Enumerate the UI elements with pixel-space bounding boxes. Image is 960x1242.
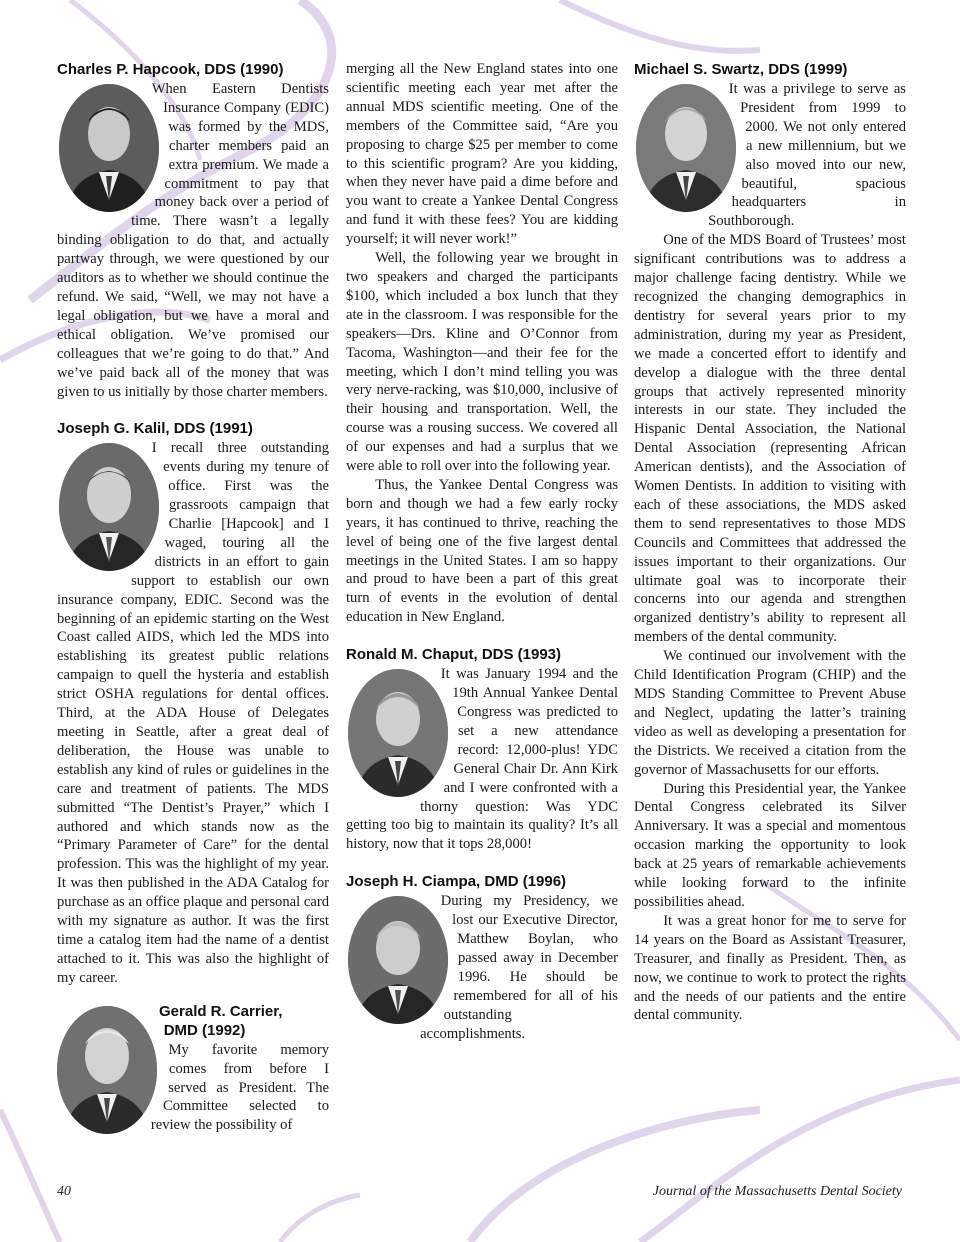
carrier-continued-p3: Thus, the Yankee Dental Congress was born and though we had a few early rocky years, it has continued to thrive, reaching the level of being one of the five largest dental meetings in the United States. I am so happy and proud to have been a part of this great turn of events in the evolution of dental education in New England. — [346, 476, 618, 626]
carrier-continued-p1: merging all the New England states into one scientific meeting each year met after the annual MDS scientific meeting. One of the members of the Committee said, “Are you proposing to charge $25 per member to come to this scientific program? Are you kidding, when they never have paid a dime before and you want to create a Yankee Dental Congress and fund it with these fees? You are kidding yourself; it will never work!” — [346, 61, 618, 248]
ciampa-name: Joseph H. Ciampa, DMD (1996) — [346, 873, 567, 891]
swartz-p4: During this Presidential year, the Yankee Dental Congress celebrated its Silver Anniversary. It was a special and momentous occasion marking the opportunity to look back at 25 years of remarkable achievements while looking forward to the infinite possibilities ahead. — [634, 780, 906, 910]
carrier-name — [159, 1002, 329, 1040]
ciampa-text: During my Presidency, we lost our Executive Director, Matthew Boylan, who passed away in December 1996. He should be remembered for all of his outstanding accomplishments. — [420, 893, 618, 1042]
page-number: 40 — [57, 1184, 71, 1199]
portrait-photo-icon — [59, 84, 159, 212]
hapcook-portrait — [59, 84, 159, 212]
hapcook-text: When Eastern Dentists Insurance Company (EDIC) was formed by the MDS, charter members paid an extra premium. We made a commitment to pay that money back over a period of time. There wasn’t a legally binding obligation to do that, and actually partway through, we were questioned by our auditors as to whether we should continue the refund. We said, “Well, we may not have a legal obligation, but we have a moral and ethical obligation. We’ve promised our colleagues that we’re going to do that.” And we’ve paid back all of the money that was given to us initially by those charter members. — [57, 81, 329, 400]
carrier-name-line1: Gerald R. Carrier, — [159, 1002, 283, 1020]
kalil-name: Joseph G. Kalil, DDS (1991) — [57, 420, 253, 438]
portrait-photo-icon — [348, 669, 448, 797]
swartz-p2: One of the MDS Board of Trustees’ most significant contributions was to address a major challenge facing dentistry. While we recognized the changing demographics in dentistry for several years prior to my administration, during my year as President, we made a concerted effort to identify and develop a dialogue with the three dental groups that actively represented minority interests in our state. They included the Hispanic Dental Association, the National Dental Association (representing African American dentists), and the Association of Women Dentists. In addition to visiting with each of these associations, the MDS asked them to send representatives to those MDS Councils and Committees that addressed the issues important to their organizations. Our ultimate goal was to incorporate their concerns into our agenda and strengthen organized dentistry’s ability to represent all members of the dental community. — [634, 232, 906, 646]
column-right — [634, 60, 906, 1025]
journal-title: Journal of the Massachusetts Dental Society — [652, 1184, 902, 1199]
carrier-name-line2: DMD (1992) — [163, 1021, 246, 1039]
swartz-name: Michael S. Swartz, DDS (1999) — [634, 61, 848, 78]
ciampa-portrait — [348, 896, 448, 1024]
portrait-photo-icon — [636, 84, 736, 212]
swartz-portrait — [636, 84, 736, 212]
kalil-portrait — [59, 443, 159, 571]
portrait-photo-icon — [348, 896, 448, 1024]
swartz-p1: It was a privilege to serve as President from 1999 to 2000. We not only entered a new millennium, but we also moved into our new, beautiful, spacious headquarters in Southborough. — [708, 81, 906, 230]
chaput-portrait — [348, 669, 448, 797]
kalil-text: I recall three outstanding events during my tenure of office. First was the grassroots campaign that Charlie [Hapcook] and I waged, touring all the districts in an effort to gain support to establish our own insurance company, EDIC. Second was the beginning of an epidemic starting on the West Coast called AIDS, which led the MDS into establishing its greatest public relations campaign to quell the hysteria and establish strict OSHA regulations for dental offices. Third, at the ADA House of Delegates meeting in Seattle, after a great deal of deliberation, the House was unable to establish any kind of rules or guidelines in the care and treatment of patients. The MDS submitted “The Dentist’s Prayer,” which I authored and which stands now as the “Primary Parameter of Care” for the dental profession. This was the highlight of my year. It was then published in the ADA Catalog for purchase as an office plaque and personal card with my signature as author. It was the first time a catalog item had the name of a dentist attached to it. This was also the highlight of my career. — [57, 440, 329, 986]
carrier-portrait — [57, 1006, 157, 1134]
hapcook-name: Charles P. Hapcook, DDS (1990) — [57, 61, 284, 78]
column-middle — [346, 60, 618, 1044]
chaput-name: Ronald M. Chaput, DDS (1993) — [346, 646, 562, 664]
carrier-section — [57, 1002, 329, 1136]
carrier-continued-p2: Well, the following year we brought in two speakers and charged the participants $100, which included a box lunch that they ate in the classroom. I was responsible for the speakers—Drs. Kline and O’Connor from Tacoma, Washington—and their fee for the meeting, which I don’t mind telling you was very nerve-racking, was $10,000, inclusive of their housing and transportation. Well, the course was a rousing success. We covered all of our expenses and had a surplus that we were able to roll over into the following year. — [346, 250, 618, 475]
swartz-p3: We continued our involvement with the Child Identification Program (CHIP) and the MDS Standing Committee to Prevent Abuse and Neglect, updating the latter’s training video as well as developing a presentation for the Districts. We received a citation from the governor of Massachusetts for our efforts. — [634, 648, 906, 778]
swartz-p5: It was a great honor for me to serve for 14 years on the Board as Assistant Treasurer, Treasurer, and finally as President. Then, as now, we continue to work to protect the rights and the needs of our patients and the entire dental community. — [634, 912, 906, 1024]
portrait-photo-icon — [57, 1006, 157, 1134]
carrier-text: My favorite memory comes from before I served as President. The Committee selected to review the possibility of — [150, 1041, 329, 1134]
column-left — [57, 60, 329, 1135]
portrait-photo-icon — [59, 443, 159, 571]
chaput-text: It was January 1994 and the 19th Annual Yankee Dental Congress was predicted to set a new attendance record: 12,000-plus! YDC General Chair Dr. Ann Kirk and I were confronted with a thorny question: Was YDC getting too big to maintain its quality? It’s all history, now that it tops 28,000! — [346, 666, 618, 853]
